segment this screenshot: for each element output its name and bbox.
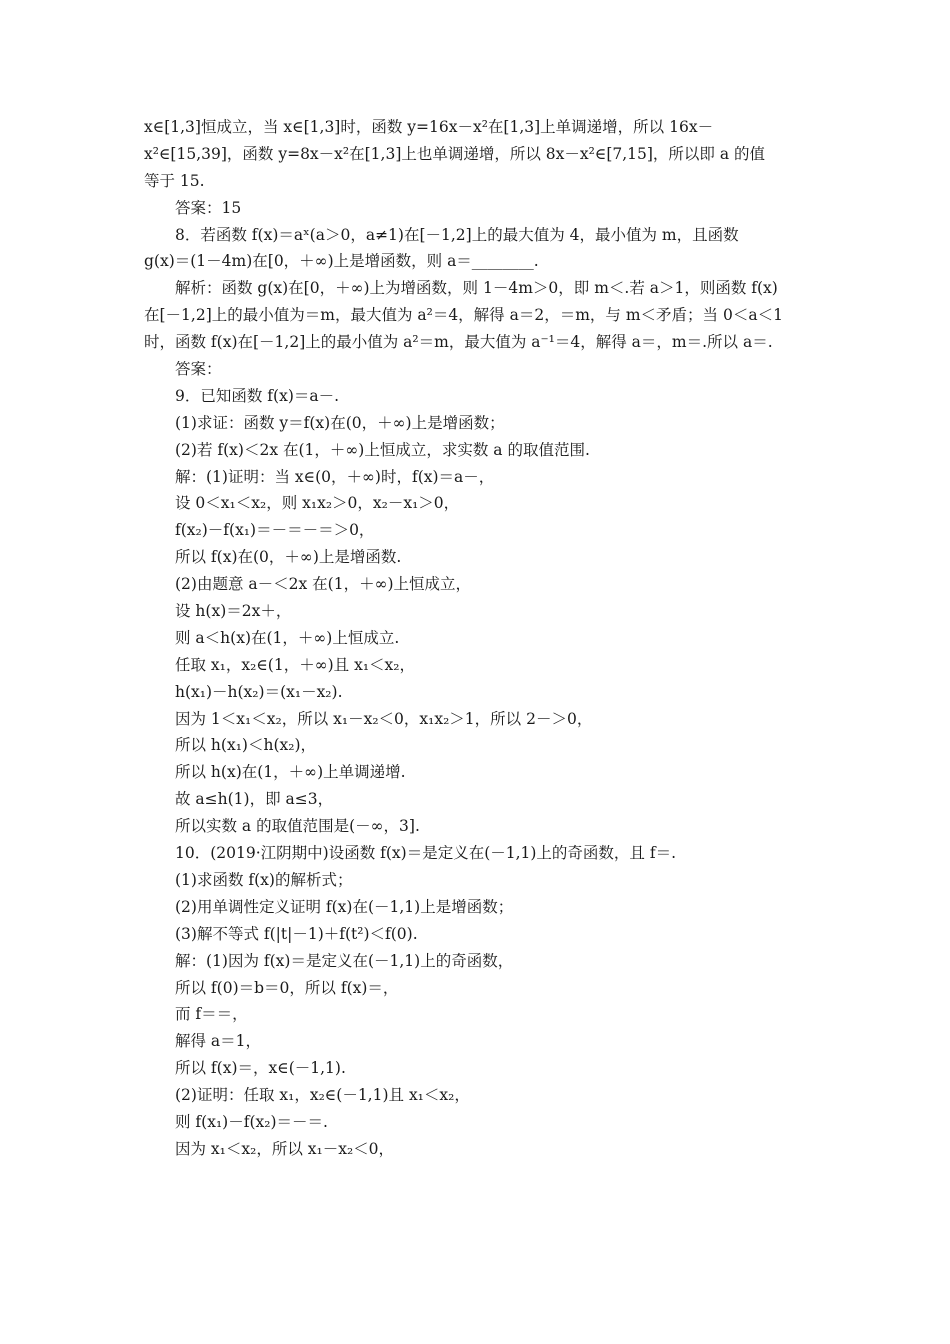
text-line: 解得 a＝1， — [175, 1032, 262, 1051]
text-line: (1)求证：函数 y＝f(x)在(0，＋∞)上是增函数； — [175, 413, 505, 432]
text-line: 答案： — [175, 360, 222, 379]
text-line: (2)用单调性定义证明 f(x)在(－1,1)上是增函数； — [175, 897, 514, 916]
text-line: 在[－1,2]上的最小值为＝m，最大值为 a²＝4，解得 a＝2，＝m，与 m＜矛盾；当 0＜a＜1 — [144, 306, 783, 325]
text-line: 任取 x₁，x₂∈(1，＋∞)且 x₁＜x₂， — [175, 655, 416, 674]
text-line: 则 f(x₁)－f(x₂)＝－＝. — [175, 1112, 328, 1131]
text-line: (1)求函数 f(x)的解析式； — [175, 870, 353, 889]
text-line: 所以实数 a 的取值范围是(－∞，3]. — [175, 817, 420, 836]
text-line: f(x₂)－f(x₁)＝－＝－＝＞0， — [175, 521, 375, 540]
text-line: g(x)＝(1－4m)在[0，＋∞)上是增函数，则 a＝________. — [144, 252, 539, 271]
text-line: 解析：函数 g(x)在[0，＋∞)上为增函数，则 1－4m＞0，即 m＜.若 a＞1，则函数 f(x) — [175, 279, 778, 298]
text-line: x²∈[15,39]，函数 y=8x－x²在[1,3]上也单调递增，所以 8x－x²∈[7,15]，所以即 a 的值 — [144, 144, 766, 163]
text-line: 等于 15. — [144, 171, 205, 190]
text-line: (3)解不等式 f(|t|－1)＋f(t²)＜f(0). — [175, 924, 418, 943]
text-line: 设 h(x)＝2x＋， — [175, 602, 292, 621]
text-line: 9．已知函数 f(x)＝a－. — [175, 386, 340, 405]
text-line: (2)由题意 a－＜2x 在(1，＋∞)上恒成立， — [175, 575, 472, 594]
text-line: 因为 x₁＜x₂，所以 x₁－x₂＜0， — [175, 1139, 395, 1158]
document-body — [144, 114, 810, 1163]
text-line: 解：(1)证明：当 x∈(0，＋∞)时，f(x)＝a－， — [175, 467, 495, 486]
text-line: (2)若 f(x)＜2x 在(1，＋∞)上恒成立，求实数 a 的取值范围. — [175, 440, 590, 459]
text-line: 时，函数 f(x)在[－1,2]上的最小值为 a²＝m，最大值为 a⁻¹＝4，解得 a＝，m＝.所以 a＝. — [144, 333, 773, 352]
text-line: 则 a＜h(x)在(1，＋∞)上恒成立. — [175, 628, 400, 647]
text-line: 因为 1＜x₁＜x₂，所以 x₁－x₂＜0，x₁x₂＞1，所以 2－＞0， — [175, 709, 593, 728]
text-line: 8．若函数 f(x)＝aˣ(a＞0，a≠1)在[－1,2]上的最大值为 4，最小值为 m，且函数 — [175, 225, 739, 244]
text-line: 10．(2019·江阴期中)设函数 f(x)＝是定义在(－1,1)上的奇函数，且 f＝. — [175, 844, 677, 863]
text-line: 所以 h(x)在(1，＋∞)上单调递增. — [175, 763, 406, 782]
text-line: 所以 f(x)在(0，＋∞)上是增函数. — [175, 548, 402, 567]
text-line: 答案：15 — [175, 198, 242, 217]
text-line: 所以 f(0)＝b＝0，所以 f(x)＝， — [175, 978, 399, 997]
text-line: 而 f＝＝， — [175, 1005, 248, 1024]
text-line: 设 0＜x₁＜x₂，则 x₁x₂＞0，x₂－x₁＞0， — [175, 494, 460, 513]
text-line: h(x₁)－h(x₂)＝(x₁－x₂). — [175, 682, 343, 701]
text-line: x∈[1,3]恒成立，当 x∈[1,3]时，函数 y=16x－x²在[1,3]上单调递增，所以 16x－ — [144, 118, 714, 136]
text-line: 解：(1)因为 f(x)＝是定义在(－1,1)上的奇函数， — [175, 951, 514, 970]
text-line: 所以 h(x₁)＜h(x₂)， — [175, 736, 316, 755]
text-line: (2)证明：任取 x₁，x₂∈(－1,1)且 x₁＜x₂， — [175, 1086, 470, 1105]
text-line: 所以 f(x)＝，x∈(－1,1). — [175, 1059, 346, 1078]
text-line: 故 a≤h(1)，即 a≤3， — [175, 790, 334, 809]
